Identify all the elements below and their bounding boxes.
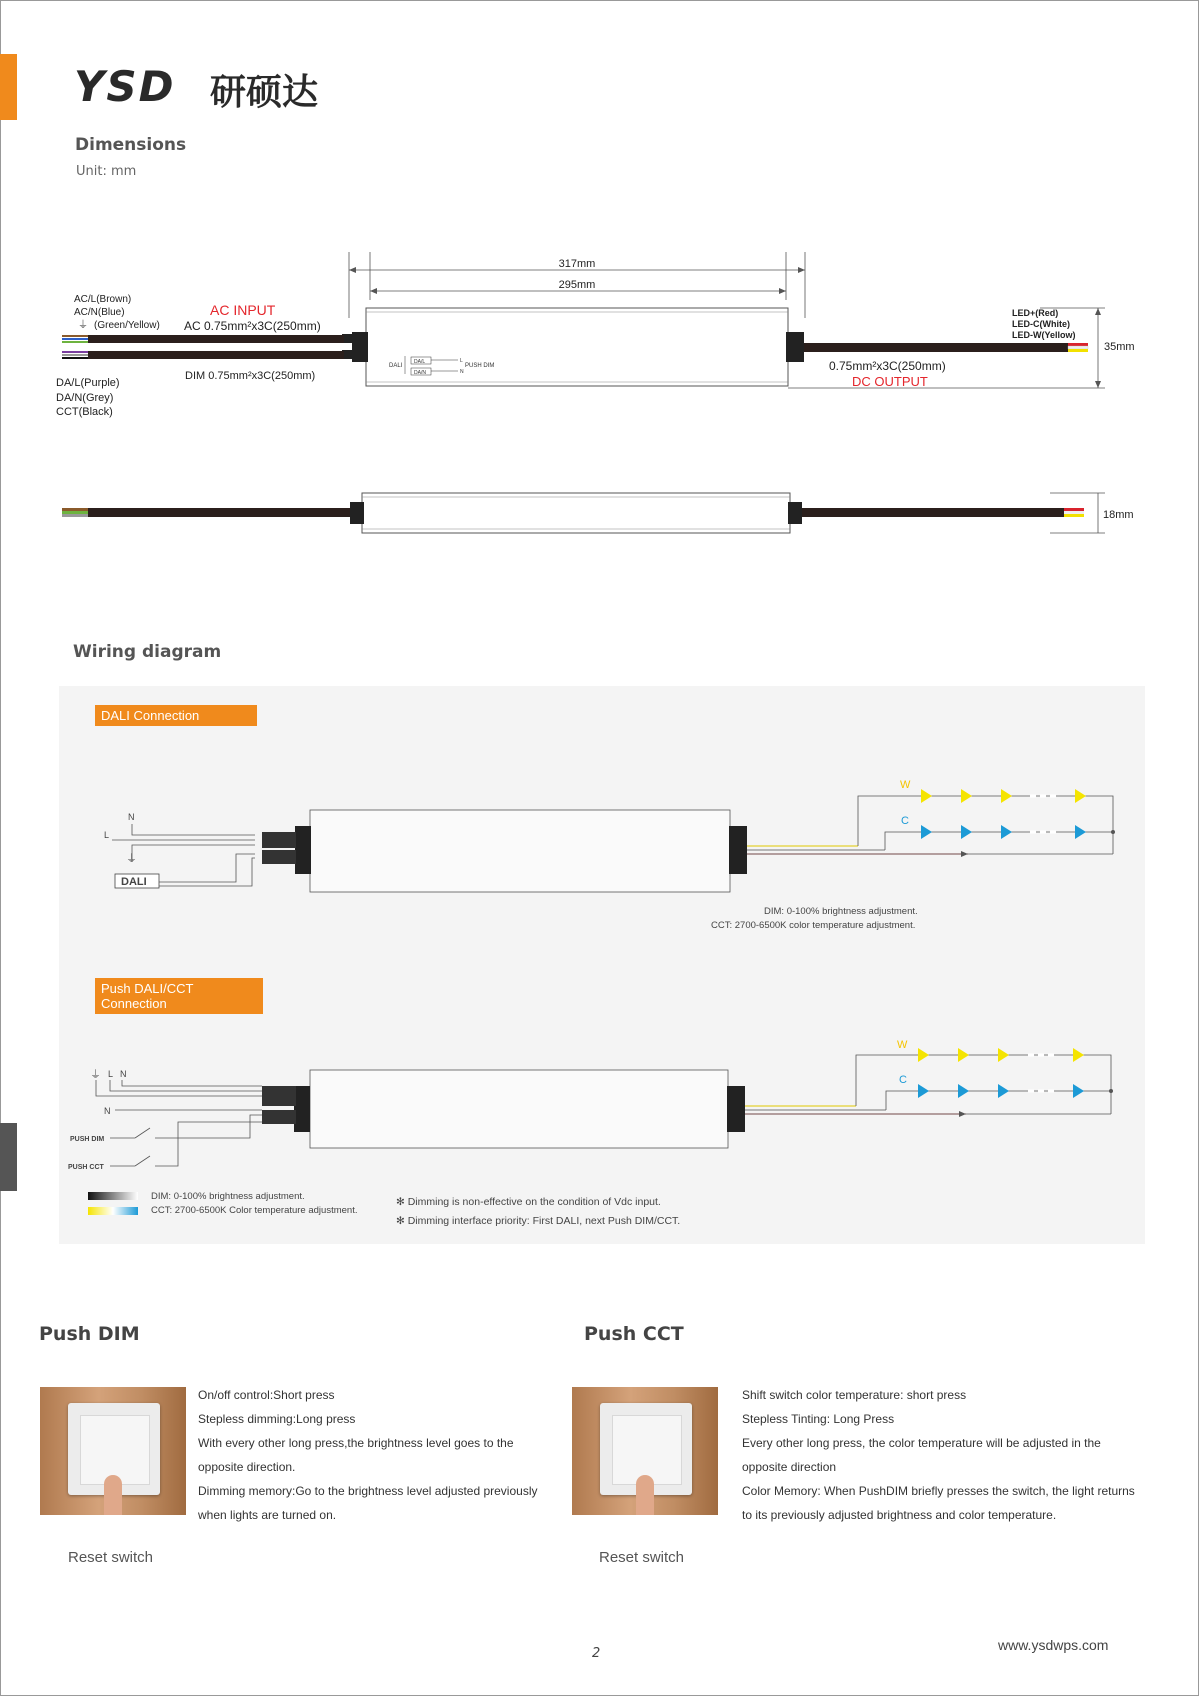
reset-switch-caption: Reset switch <box>599 1549 685 1566</box>
push-dim-title: Push DIM <box>39 1323 140 1345</box>
dali-connection-badge: DALI Connection <box>95 705 257 726</box>
push-dim-line: when lights are turned on. <box>198 1508 337 1522</box>
ac-wire-3: (Green/Yellow) <box>94 320 160 331</box>
push-dim-line: Stepless dimming:Long press <box>198 1412 356 1426</box>
panel-n: N <box>460 369 464 375</box>
wiring-title: Wiring diagram <box>73 642 222 662</box>
panel-dali: DALI <box>389 363 403 369</box>
ac-input-label: AC INPUT <box>210 302 276 318</box>
reset-switch-caption: Reset switch <box>68 1549 154 1566</box>
push-cct-line: Every other long press, the color temperature will be adjusted in the <box>742 1436 1101 1450</box>
push-cct-line: Stepless Tinting: Long Press <box>742 1412 895 1426</box>
push-legend-1: DIM: 0-100% brightness adjustment. <box>151 1191 305 1202</box>
push-legend-2: CCT: 2700-6500K Color temperature adjustment. <box>151 1205 358 1216</box>
dim-35: 35mm <box>1104 341 1135 353</box>
page-number: 2 <box>592 1646 601 1661</box>
n-label-2: N <box>104 1106 111 1116</box>
push-dim-line: Dimming memory:Go to the brightness level adjusted previously <box>198 1484 538 1498</box>
dim-317: 317mm <box>558 258 596 270</box>
n-label: N <box>128 812 135 822</box>
dali-wiring-diagram <box>0 740 1200 940</box>
reset-switch-photo <box>40 1387 186 1515</box>
panel-dan: DA/N <box>414 370 426 376</box>
l-label: L <box>108 1069 114 1079</box>
push-dim-line: On/off control:Short press <box>198 1388 335 1402</box>
push-cct-line: to its previously adjusted brightness and color temperature. <box>742 1508 1057 1522</box>
unit-label: Unit: mm <box>76 164 137 179</box>
dim-cable-spec: DIM 0.75mm²x3C(250mm) <box>185 370 316 382</box>
dim-wire-2: DA/N(Grey) <box>56 392 114 404</box>
brand-logo: YSD <box>74 62 176 111</box>
w-label: W <box>900 779 911 791</box>
reset-switch-photo <box>572 1387 718 1515</box>
panel-dal: DA/L <box>414 359 426 365</box>
dim-295: 295mm <box>558 279 596 291</box>
push-cct-line: opposite direction <box>742 1460 837 1474</box>
dimension-drawing <box>0 240 1200 560</box>
c-label: C <box>901 815 909 827</box>
push-dim-line: opposite direction. <box>198 1460 296 1474</box>
ground-icon: ⏚ <box>126 853 137 865</box>
n-label: N <box>120 1069 127 1079</box>
ground-icon: ⏚ <box>90 1069 101 1081</box>
dimensions-title: Dimensions <box>75 135 187 155</box>
l-label: L <box>104 830 110 840</box>
ac-wire-2: AC/N(Blue) <box>74 307 125 318</box>
dim-wire-1: DA/L(Purple) <box>56 377 120 389</box>
led-wire-2: LED-C(White) <box>1012 319 1070 329</box>
brand-logo-cn: 研硕达 <box>210 72 319 113</box>
push-cct-title: Push CCT <box>584 1323 684 1345</box>
push-note-2: ✻ Dimming interface priority: First DALI, next Push DIM/CCT. <box>396 1215 681 1227</box>
cct-gradient-swatch <box>88 1207 138 1215</box>
push-dim-label: PUSH DIM <box>70 1136 105 1143</box>
push-cct-description <box>742 1383 1135 1527</box>
ac-wire-1: AC/L(Brown) <box>74 294 132 305</box>
ac-cable-spec: AC 0.75mm²x3C(250mm) <box>184 319 321 333</box>
dim-18: 18mm <box>1103 509 1134 521</box>
dali-box: DALI <box>121 876 147 888</box>
footer-url[interactable]: www.ysdwps.com <box>998 1637 1109 1653</box>
push-dim-line: With every other long press,the brightness level goes to the <box>198 1436 514 1450</box>
dim-gradient-swatch <box>88 1192 138 1200</box>
push-cct-line: Color Memory: When PushDIM briefly presses the switch, the light returns <box>742 1484 1135 1498</box>
accent-tab <box>0 54 17 120</box>
w-label: W <box>897 1039 908 1051</box>
led-wire-1: LED+(Red) <box>1012 308 1059 318</box>
push-note-1: ✻ Dimming is non-effective on the condition of Vdc input. <box>396 1196 661 1208</box>
ground-icon: ⏚ <box>78 320 88 331</box>
c-label: C <box>899 1074 907 1086</box>
push-wiring-diagram <box>0 1020 1200 1180</box>
push-cct-label: PUSH CCT <box>68 1164 104 1171</box>
dali-note-1: DIM: 0-100% brightness adjustment. <box>764 906 918 917</box>
dc-output-label: DC OUTPUT <box>852 374 928 389</box>
push-dim-description <box>198 1383 537 1527</box>
panel-pushdim: PUSH DIM <box>465 363 495 369</box>
dc-cable-spec: 0.75mm²x3C(250mm) <box>829 359 946 373</box>
led-wire-3: LED-W(Yellow) <box>1012 330 1076 340</box>
push-cct-line: Shift switch color temperature: short press <box>742 1388 967 1402</box>
dali-note-2: CCT: 2700-6500K color temperature adjustment. <box>711 920 916 931</box>
panel-l: L <box>460 358 463 364</box>
push-connection-badge: Push DALI/CCT Connection <box>95 978 263 1014</box>
dim-wire-3: CCT(Black) <box>56 406 113 418</box>
